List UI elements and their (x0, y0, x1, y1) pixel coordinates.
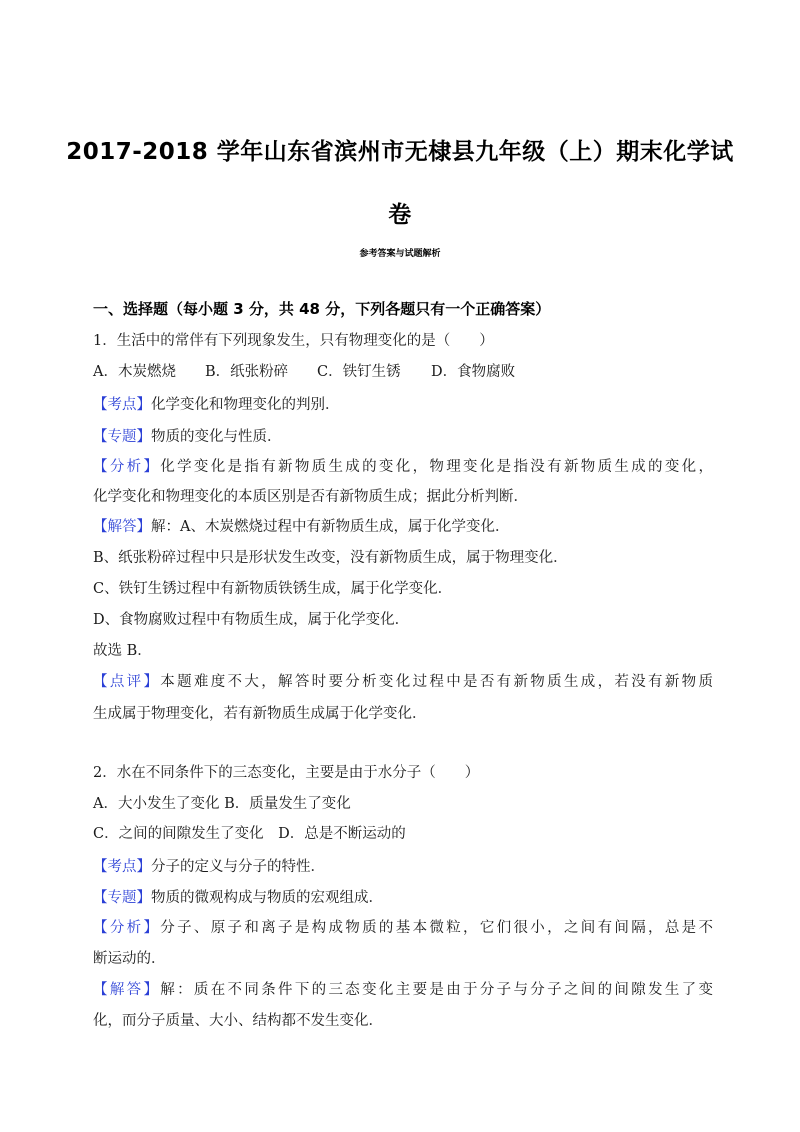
question-1-dianping-cont: 生成属于物理变化，若有新物质生成属于化学变化． (93, 706, 427, 722)
section-heading: 一、选择题（每小题 3 分，共 48 分，下列各题只有一个正确答案） (93, 300, 551, 318)
fenxi-text-1: 化学变化是指有新物质生成的变化，物理变化是指没有新物质生成的变化， (160, 459, 714, 475)
dianping-tag: 【点评】 (93, 674, 161, 690)
question-2-options-row-2: C．之间的间隙发生了变化 D．总是不断运动的 (93, 826, 406, 842)
jieda-text-1: 解：质在不同条件下的三态变化主要是由于分子与分子之间的间隙发生了变 (160, 982, 714, 998)
document-subtitle: 参考答案与试题解析 (359, 249, 441, 259)
question-2-jieda-cont: 化，而分子质量、大小、结构都不发生变化． (93, 1013, 383, 1029)
kaodian-tag: 【考点】 (93, 859, 151, 875)
question-1-fenxi-cont: 化学变化和物理变化的本质区别是否有新物质生成；据此分析判断． (93, 489, 528, 505)
question-1-stem: 1．生活中的常伴有下列现象发生，只有物理变化的是（ ） (93, 333, 494, 349)
document-title-line-2: 卷 (388, 202, 412, 228)
question-1-jieda (93, 517, 713, 537)
jieda-tag: 【解答】 (93, 982, 161, 998)
zhuanti-text: 物质的微观构成与物质的宏观组成． (151, 890, 383, 906)
dianping-text-1: 本题难度不大，解答时要分析变化过程中是否有新物质生成，若没有新物质 (160, 674, 714, 690)
fenxi-tag: 【分析】 (93, 920, 161, 936)
question-1-kaodian (93, 395, 713, 415)
kaodian-tag: 【考点】 (93, 397, 151, 413)
question-1-option-c: C．铁钉生锈 (317, 364, 401, 380)
question-1-jieda-d: D、食物腐败过程中有物质生成，属于化学变化． (93, 612, 410, 628)
fenxi-tag: 【分析】 (93, 459, 161, 475)
question-1-options (93, 362, 713, 382)
question-1-option-a: A．木炭燃烧 (93, 364, 176, 380)
question-1-jieda-c: C、铁钉生锈过程中有新物质铁锈生成，属于化学变化． (93, 581, 453, 597)
question-2-options-row-1: A．大小发生了变化 B．质量发生了变化 (93, 796, 351, 812)
question-1-option-b: B．纸张粉碎 (205, 364, 289, 380)
kaodian-text: 分子的定义与分子的特性． (151, 859, 325, 875)
question-2-jieda (93, 980, 713, 1000)
question-2-fenxi (93, 918, 713, 938)
question-1-dianping (93, 672, 713, 692)
kaodian-text: 化学变化和物理变化的判别． (151, 397, 340, 413)
document-title-line-1: 2017-2018 学年山东省滨州市无棣县九年级（上）期末化学试 (66, 139, 734, 165)
fenxi-text-1: 分子、原子和离子是构成物质的基本微粒，它们很小，之间有间隔，总是不 (160, 920, 714, 936)
jieda-tag: 【解答】 (93, 519, 151, 535)
question-1-fenxi (93, 457, 713, 477)
zhuanti-tag: 【专题】 (93, 429, 151, 445)
zhuanti-text: 物质的变化与性质． (151, 429, 282, 445)
question-2-fenxi-cont: 断运动的． (93, 951, 166, 967)
zhuanti-tag: 【专题】 (93, 890, 151, 906)
question-1-jieda-b: B、纸张粉碎过程中只是形状发生改变，没有新物质生成，属于物理变化． (93, 550, 568, 566)
jieda-text-1: 解：A、木炭燃烧过程中有新物质生成，属于化学变化． (151, 519, 510, 535)
question-1-option-d: D．食物腐败 (431, 364, 516, 380)
question-2-stem: 2．水在不同条件下的三态变化，主要是由于水分子（ ） (93, 765, 480, 781)
question-1-answer: 故选 B． (93, 643, 152, 659)
question-1-zhuanti (93, 427, 713, 447)
question-2-zhuanti (93, 888, 713, 908)
question-2-kaodian (93, 857, 713, 877)
